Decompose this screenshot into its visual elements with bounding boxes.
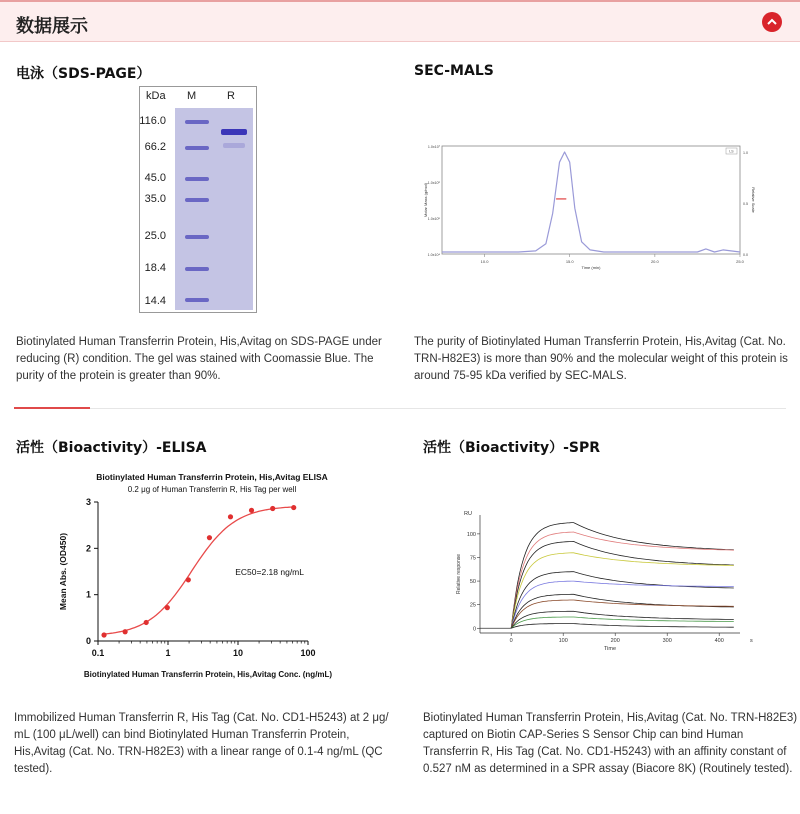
ls-trace-line — [442, 149, 740, 252]
y2-tick-label: 1.0 — [743, 151, 748, 155]
sample-band-faint — [223, 143, 245, 148]
x-tick-label: 100 — [558, 638, 568, 644]
data-point — [228, 514, 233, 519]
chart-subtitle: 0.2 μg of Human Transferrin R, His Tag per well — [127, 485, 297, 494]
secmals-caption: The purity of Biotinylated Human Transferrin Protein, His,Avitag (Cat. No. TRN-H82E3) is more than 90% and the molecular weight of this protein is around 75-95 kDa verified by SEC-MALS. — [414, 336, 788, 382]
data-point — [144, 620, 149, 625]
x-axis-label: Time (min) — [581, 265, 601, 270]
data-point — [291, 505, 296, 510]
y2-tick-label: 0.5 — [743, 202, 748, 206]
y-tick-label: 75 — [469, 555, 476, 562]
x-axis-label: Biotinylated Human Transferrin Protein, His,Avitag Conc. (ng/mL) — [83, 670, 333, 679]
spr-title: 活性（Bioactivity）-SPR — [423, 440, 601, 456]
gel-marker-label: 18.4 — [144, 262, 166, 274]
sensorgram-line — [511, 541, 734, 628]
y-tick-label: 1.0x10⁴ — [427, 253, 440, 257]
gel-marker-label: 25.0 — [144, 230, 166, 242]
chevron-up-icon — [766, 17, 778, 27]
data-point — [186, 577, 191, 582]
y-axis-label: Molar Mass (g/mol) — [423, 182, 428, 218]
marker-band — [185, 198, 209, 202]
y-tick-label: 1.0x10⁵ — [427, 217, 440, 221]
sensorgram-line — [511, 532, 734, 628]
x-tick-label: 100 — [300, 648, 316, 658]
legend-label: LS — [729, 149, 734, 154]
y2-tick-label: 0.0 — [743, 253, 748, 257]
x-tick-label: 400 — [714, 638, 724, 644]
sensorgram-line — [511, 624, 734, 629]
y-tick-label: 3 — [85, 497, 91, 507]
spr-caption: Biotinylated Human Transferrin Protein, His,Avitag (Cat. No. TRN-H82E3) captured on Biotin CAP-Series S Sensor Chip can bind Human Transferrin R, His Tag (Cat. No. CD1-H5243) with an affinity constant of 0.527 nM as determined in a SPR assay (Biacore 8K) (Routinely tested). — [423, 712, 798, 775]
data-point — [249, 508, 254, 513]
x-tick-label: 20.0 — [650, 259, 659, 264]
y-axis-label: Mean Abs. (OD450) — [58, 532, 68, 611]
x-tick-label: 300 — [662, 638, 672, 644]
page-title: 数据展示 — [16, 16, 88, 37]
marker-band — [185, 235, 209, 239]
y-tick-label: 0 — [85, 636, 91, 646]
x-tick-label: 1 — [165, 648, 171, 658]
gel-marker-label: 66.2 — [144, 141, 166, 153]
x-unit-label: s — [750, 638, 753, 644]
y2-axis-label: Relative Scale — [751, 187, 756, 213]
x-tick-label: 0 — [509, 638, 513, 644]
elisa-caption: Immobilized Human Transferrin R, His Tag (Cat. No. CD1-H5243) at 2 μg/ mL (100 μL/well) can bind Biotinylated Human Transferrin Protein, His,Avitag (Cat. No. TRN-H82E3) with a linear range of 0.1-4 ng/mL (QC tested). — [14, 712, 389, 775]
gel-col-kda: kDa — [146, 90, 166, 102]
x-tick-label: 10.0 — [480, 259, 489, 264]
plot-frame — [442, 146, 740, 254]
data-point — [101, 632, 106, 637]
divider-accent — [14, 407, 90, 409]
y-tick-label: 0 — [472, 626, 476, 633]
x-axis-label: Time — [603, 646, 617, 652]
section-header — [0, 0, 800, 42]
elisa-chart — [40, 465, 380, 685]
marker-band — [185, 120, 209, 124]
marker-band — [185, 267, 209, 271]
x-tick-label: 200 — [610, 638, 620, 644]
y-tick-label: 1.0x10⁶ — [427, 181, 440, 185]
y-tick-label: 100 — [466, 531, 476, 538]
x-tick-label: 25.0 — [736, 259, 744, 264]
y-tick-label: 2 — [85, 543, 91, 554]
data-point — [165, 605, 170, 610]
gel-col-r: R — [227, 90, 235, 102]
gel-marker-label: 45.0 — [144, 172, 166, 184]
unit-label: RU — [464, 511, 472, 517]
gel-col-m: M — [187, 90, 197, 102]
x-tick-label: 15.0 — [565, 259, 574, 264]
ec50-annotation: EC50=2.18 ng/mL — [235, 567, 304, 577]
data-point — [270, 506, 275, 511]
y-axis-label: Relative response — [456, 553, 462, 595]
data-point — [123, 629, 128, 634]
chart-title: Biotinylated Human Transferrin Protein, His,Avitag ELISA — [96, 472, 328, 482]
marker-band — [185, 298, 209, 302]
gel-lanes — [175, 108, 253, 310]
secmals-chart — [420, 140, 770, 270]
elisa-title: 活性（Bioactivity）-ELISA — [16, 440, 207, 456]
marker-band — [185, 177, 209, 181]
data-point — [207, 535, 212, 540]
gel-marker-label: 14.4 — [144, 295, 166, 307]
y-tick-label: 25 — [469, 602, 476, 609]
y-tick-label: 1 — [85, 589, 91, 600]
sensorgram-line — [511, 553, 734, 629]
x-tick-label: 10 — [232, 648, 244, 658]
sensorgram-line — [511, 594, 734, 628]
sds-caption: Biotinylated Human Transferrin Protein, His,Avitag on SDS-PAGE under reducing (R) condition. The gel was stained with Coomassie Blue. The purity of the protein is greater than 90%. — [16, 336, 382, 382]
spr-chart — [450, 505, 770, 660]
marker-band — [185, 146, 209, 150]
sample-band — [221, 129, 247, 135]
gel-marker-label: 116.0 — [139, 115, 166, 127]
sds-title: 电泳（SDS-PAGE） — [16, 66, 151, 82]
collapse-button[interactable] — [762, 12, 782, 32]
y-tick-label: 50 — [469, 579, 476, 586]
y-tick-label: 1.0x10⁷ — [427, 145, 440, 149]
x-tick-label: 0.1 — [91, 648, 105, 658]
secmals-title: SEC-MALS — [414, 63, 494, 79]
gel-marker-label: 35.0 — [144, 193, 166, 205]
section-divider — [14, 408, 786, 409]
